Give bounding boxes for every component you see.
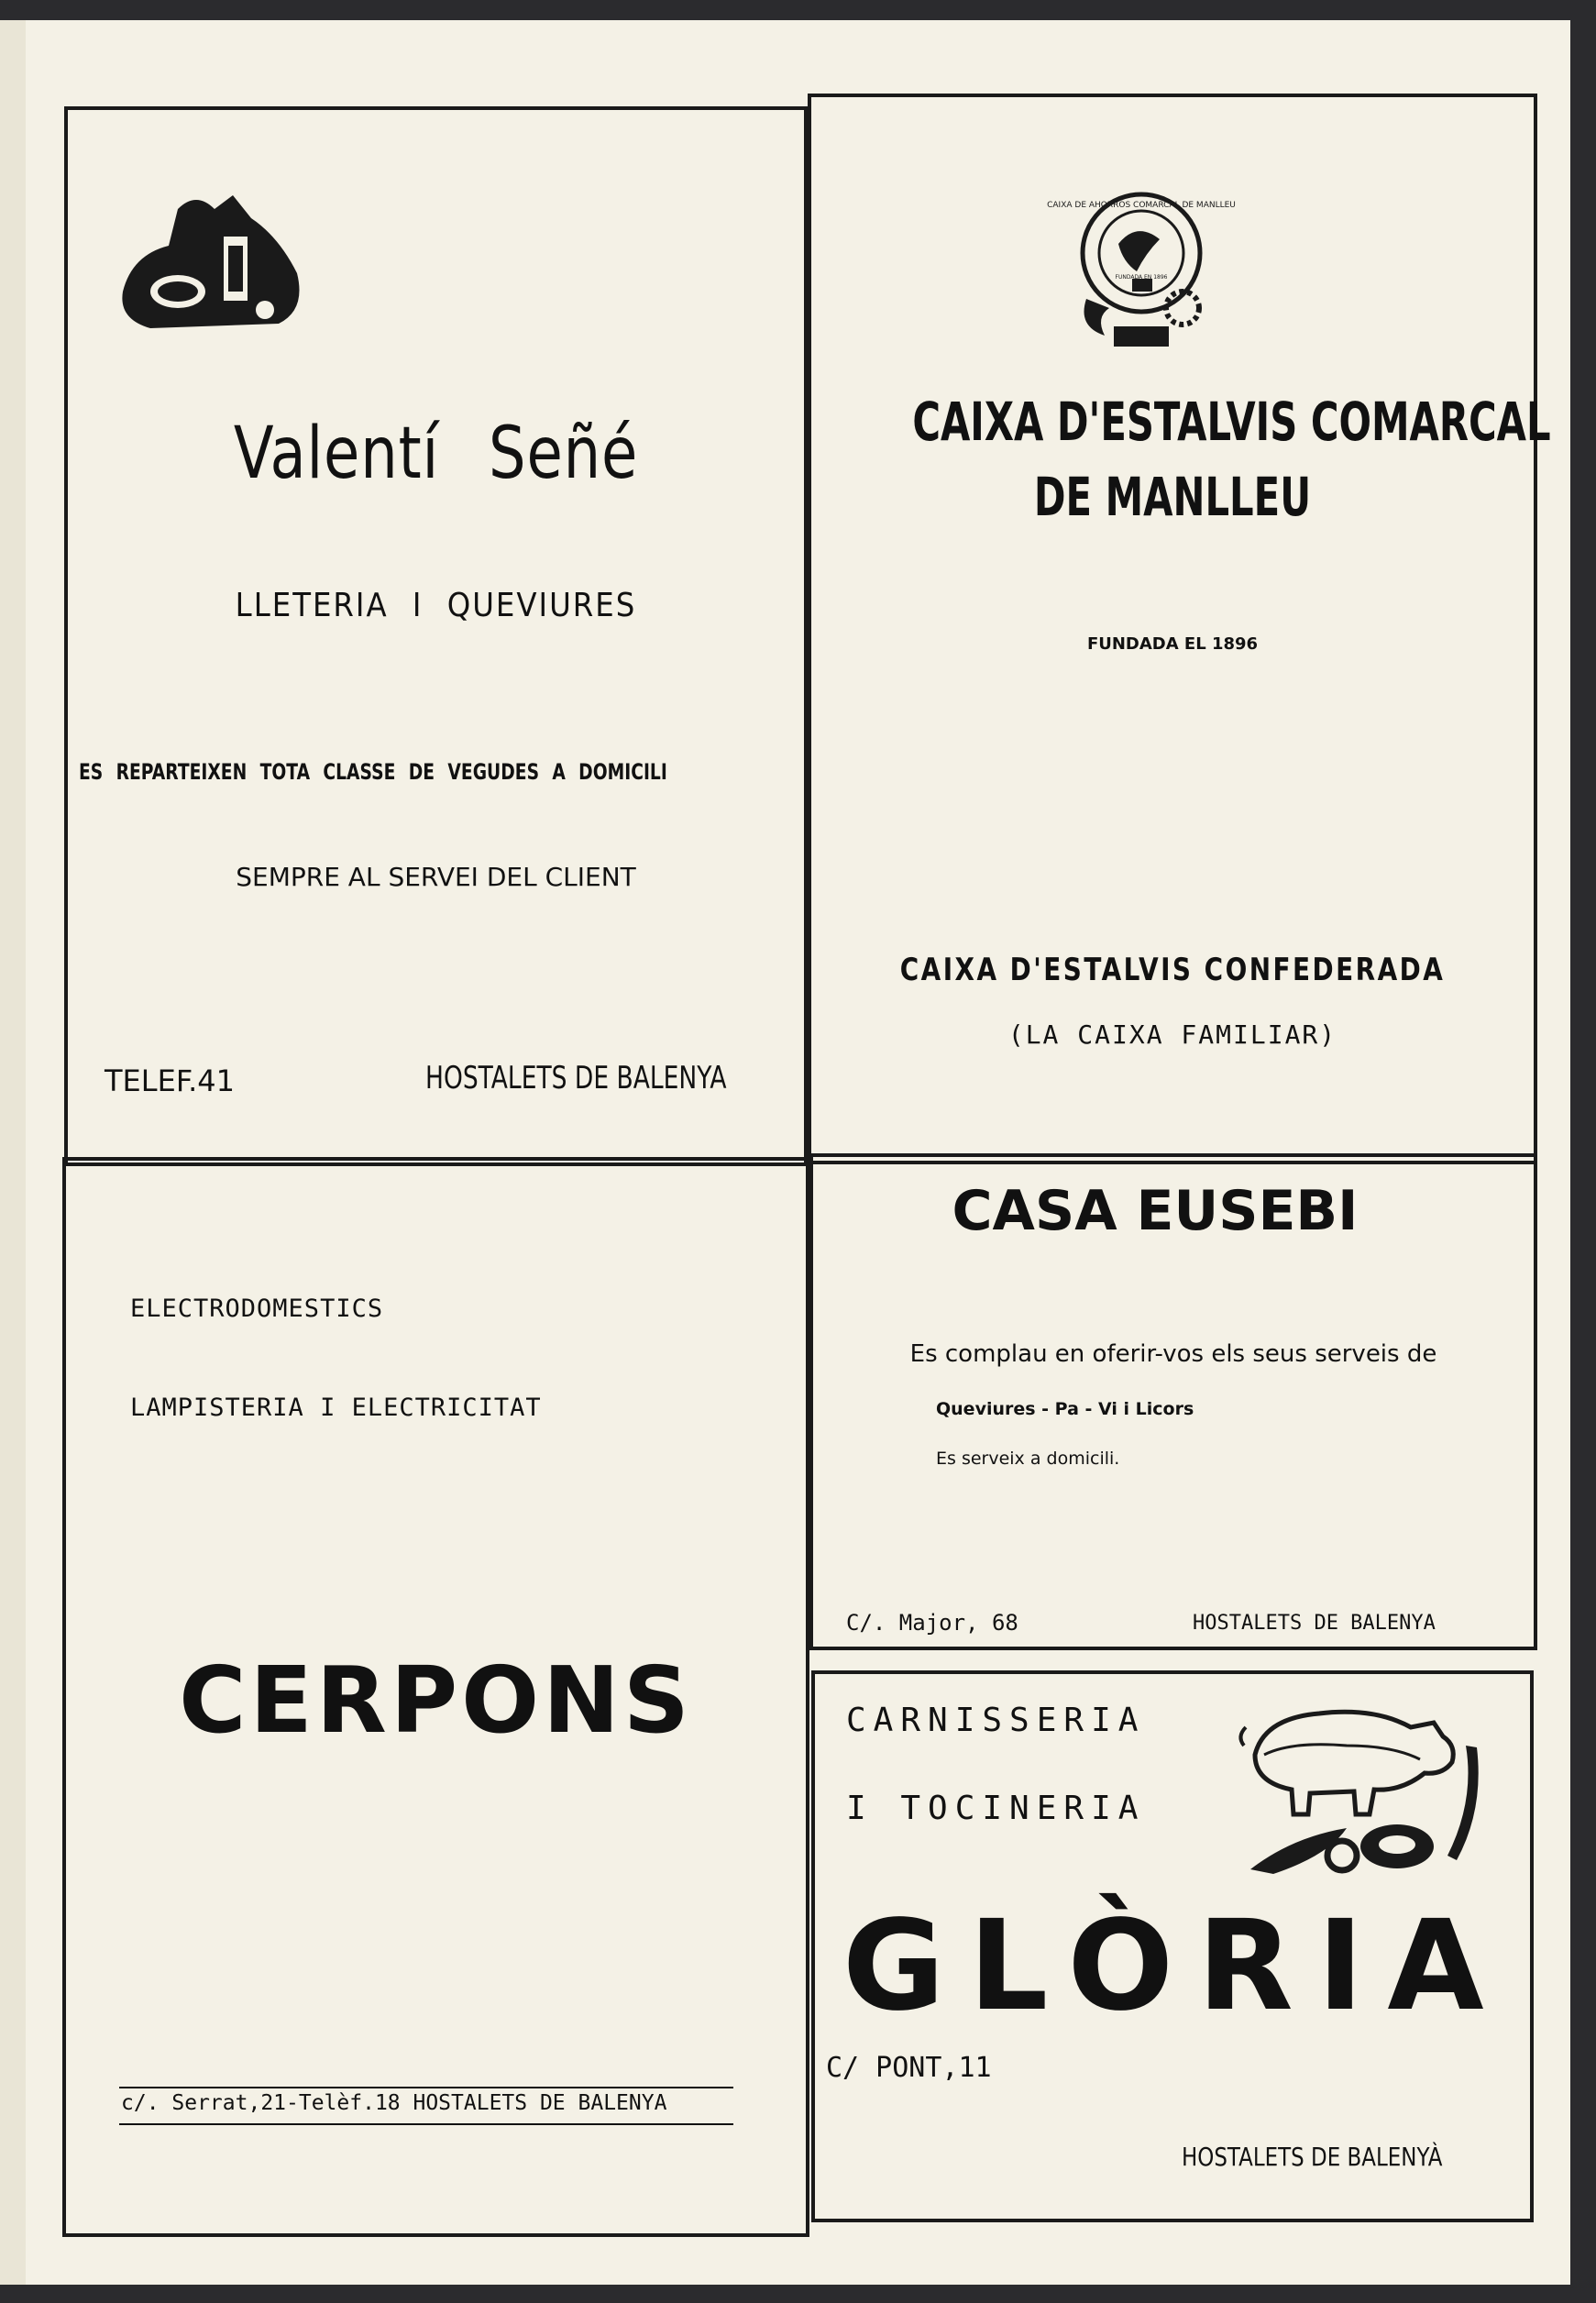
- emblem-year: FUNDADA EN 1896: [1115, 274, 1168, 281]
- founded-note: FUNDADA EL 1896: [1086, 634, 1259, 654]
- gloria-address: C/ PONT,11: [826, 2052, 992, 2084]
- product-line-2: LAMPISTERIA I ELECTRICITAT: [130, 1394, 542, 1422]
- ad-cerpons: [62, 1157, 809, 2237]
- confederada-line: CAIXA D'ESTALVIS CONFEDERADA: [899, 952, 1446, 988]
- caixa-title-line2: DE MANLLEU: [1033, 466, 1312, 528]
- ad-caixa-manlleu: [808, 94, 1551, 1164]
- gloria-line-1: CARNISSERIA: [846, 1702, 1146, 1739]
- cerpons-address: c/. Serrat,21-Telèf.18 HOSTALETS DE BALENYA: [121, 2091, 667, 2115]
- emblem-text: CAIXA DE AHORROS COMARCAL DE MANLLEU: [1047, 201, 1236, 210]
- ad-casa-eusebi: [809, 1153, 1537, 1650]
- familiar-line: (LA CAIXA FAMILIAR): [1007, 1019, 1337, 1050]
- ad-carnisseria-gloria: [811, 1670, 1534, 2222]
- phone-number: TELEF.41: [105, 1063, 235, 1098]
- magazine-page: [26, 20, 1570, 2285]
- eusebi-intro: Es complau en oferir-vos els seus serveis de: [909, 1340, 1437, 1368]
- gloria-line-2: I TOCINERIA: [846, 1790, 1146, 1827]
- eusebi-delivery: Es serveix a domicili.: [936, 1449, 1120, 1469]
- product-line-1: ELECTRODOMESTICS: [130, 1295, 384, 1323]
- eusebi-products: Queviures - Pa - Vi i Licors: [936, 1399, 1194, 1419]
- groceries-illustration: [114, 182, 315, 337]
- cerpons-brand: CERPONS: [179, 1647, 693, 1754]
- ad-valenti-sene: [64, 106, 808, 1166]
- caixa-emblem: [1047, 189, 1236, 354]
- gloria-brand: GLÒRIA: [842, 1894, 1508, 2039]
- shop-subtitle: LLETERIA I QUEVIURES: [235, 587, 637, 624]
- page-spine: [0, 20, 27, 2285]
- pig-and-meats-illustration: [1237, 1691, 1493, 1883]
- eusebi-town: HOSTALETS DE BALENYA: [1193, 1612, 1436, 1635]
- gloria-town: HOSTALETS DE BALENYÀ: [1182, 2142, 1443, 2172]
- service-note: SEMPRE AL SERVEI DEL CLIENT: [236, 862, 636, 892]
- address-top-rule: [119, 2087, 733, 2088]
- town-name: HOSTALETS DE BALENYA: [425, 1060, 727, 1096]
- address-bottom-rule: [119, 2123, 733, 2125]
- delivery-note: ES REPARTEIXEN TOTA CLASSE DE VEGUDES A DOMICILI: [79, 759, 667, 785]
- shop-name: Valentí Señé: [233, 413, 639, 495]
- caixa-title-line1: CAIXA D'ESTALVIS COMARCAL: [912, 391, 1551, 453]
- eusebi-title: CASA EUSEBI: [952, 1179, 1359, 1243]
- eusebi-address: C/. Major, 68: [846, 1610, 1018, 1636]
